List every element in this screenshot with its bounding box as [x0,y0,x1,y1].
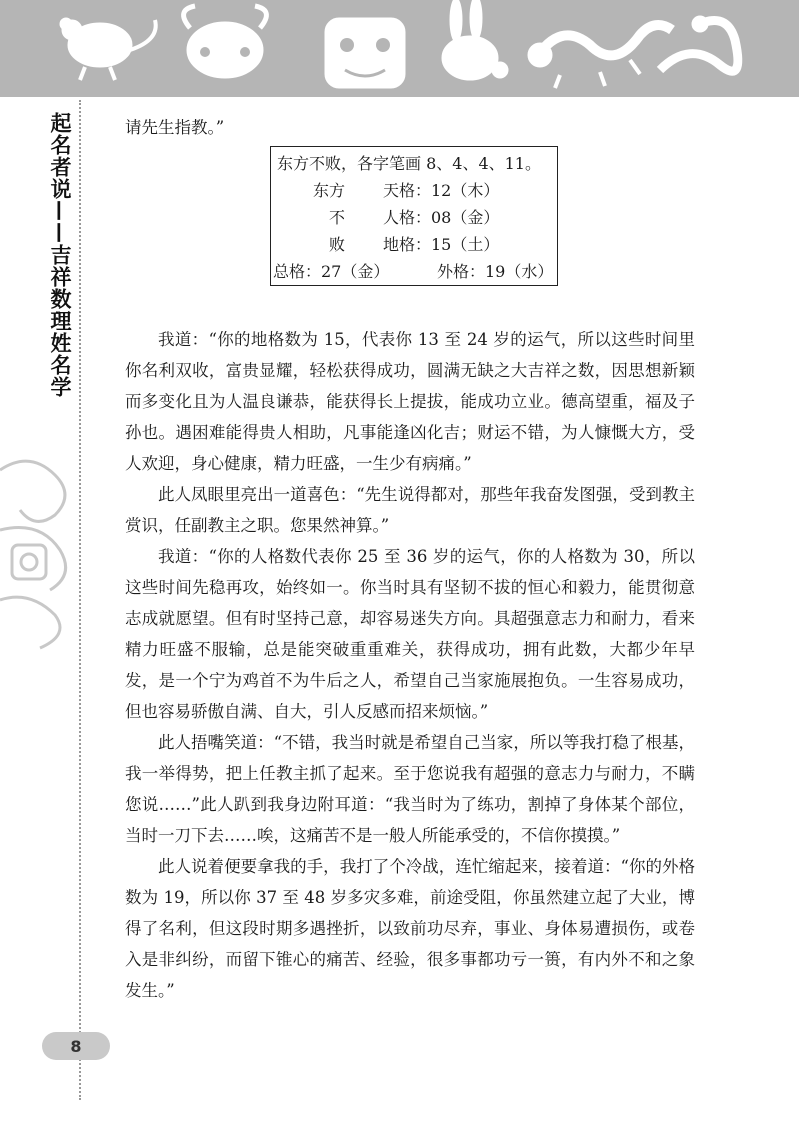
char-defeat: 败 [329,235,346,254]
ox-icon [184,6,267,78]
rat-icon [60,18,156,80]
body-text [125,324,695,1006]
char-east-direction: 东方 [313,181,346,200]
paragraph: 我道：“你的人格数代表你 25 至 36 岁的运气，你的人格数为 30，所以这些时间先稳再攻，始终如一。你当时具有坚韧不拔的恒心和毅力，能贯彻意志成就愿望。但有时坚持己意，却容易迷失方向。具超强意志力和耐力，看来精力旺盛不服输，总是能突破重重难关，获得成功，拥有此数，大都少年早发，是一个宁为鸡首不为牛后之人，希望自己当家施展抱负。一生容易成功，但也容易骄傲自满、自大，引人反感而招来烦恼。” [125,547,695,721]
heaven-grid: 天格：12（木） [383,181,500,200]
char-not: 不 [329,208,346,227]
paragraph: 此人捂嘴笑道：“不错，我当时就是希望自己当家，所以等我打稳了根基，我一举得势，把上任教主抓了起来。至于您说我有超强的意志力与耐力，不瞒您说……”此人趴到我身边附耳道：“我当时为了练功，割掉了身体某个部位，当时一刀下去……唉，这痛苦不是一般人所能承受的，不信你摸摸。” [125,733,695,845]
paragraph: 此人说着便要拿我的手，我打了个冷战，连忙缩起来，接着道：“你的外格数为 19，所以你 37 至 48 岁多灾多难，前途受阻，你虽然建立起了大业，博得了名利，但这段时期多遇挫折，以致前功尽弃，事业、身体易遭损伤，或卷入是非纠纷，而留下锥心的痛苦、经验，很多事都功亏一篑，有内外不和之象发生。” [125,857,695,1000]
name-strokes-line: 东方不败，各字笔画 8、4、4、11。 [277,154,541,173]
cloud-ornament [0,450,90,650]
paragraph: 我道：“你的地格数为 15，代表你 13 至 24 岁的运气，所以这些时间里你名利双收，富贵显耀，轻松获得成功，圆满无缺之大吉祥之数，因思想新颖而多变化且为人温良谦恭，能获得长上提拔，能成功立业。德高望重，福及子孙也。遇困难能得贵人相助，凡事能逢凶化吉；财运不错，为人慷慨大方，受人欢迎，身心健康，精力旺盛，一生少有病痛。” [125,330,695,473]
opening-line: 请先生指教。” [125,118,225,137]
outer-grid: 外格：19（水） [437,262,554,281]
dragon-icon [528,25,672,88]
header-banner [0,0,799,97]
paragraph: 此人凤眼里亮出一道喜色：“先生说得都对，那些年我奋发图强，受到教主赏识，任副教主之职。您果然神算。” [125,485,695,535]
name-analysis-box [270,146,558,286]
tiger-icon [325,18,405,88]
total-grid: 总格：27（金） [273,262,390,281]
book-title-vertical: 起名者说——吉祥数理姓名学 [48,112,72,398]
zodiac-papercut [0,0,799,97]
earth-grid: 地格：15（土） [383,235,500,254]
page-number: 8 [42,1032,110,1060]
rabbit-icon [442,0,508,80]
person-grid: 人格：08（金） [383,208,500,227]
